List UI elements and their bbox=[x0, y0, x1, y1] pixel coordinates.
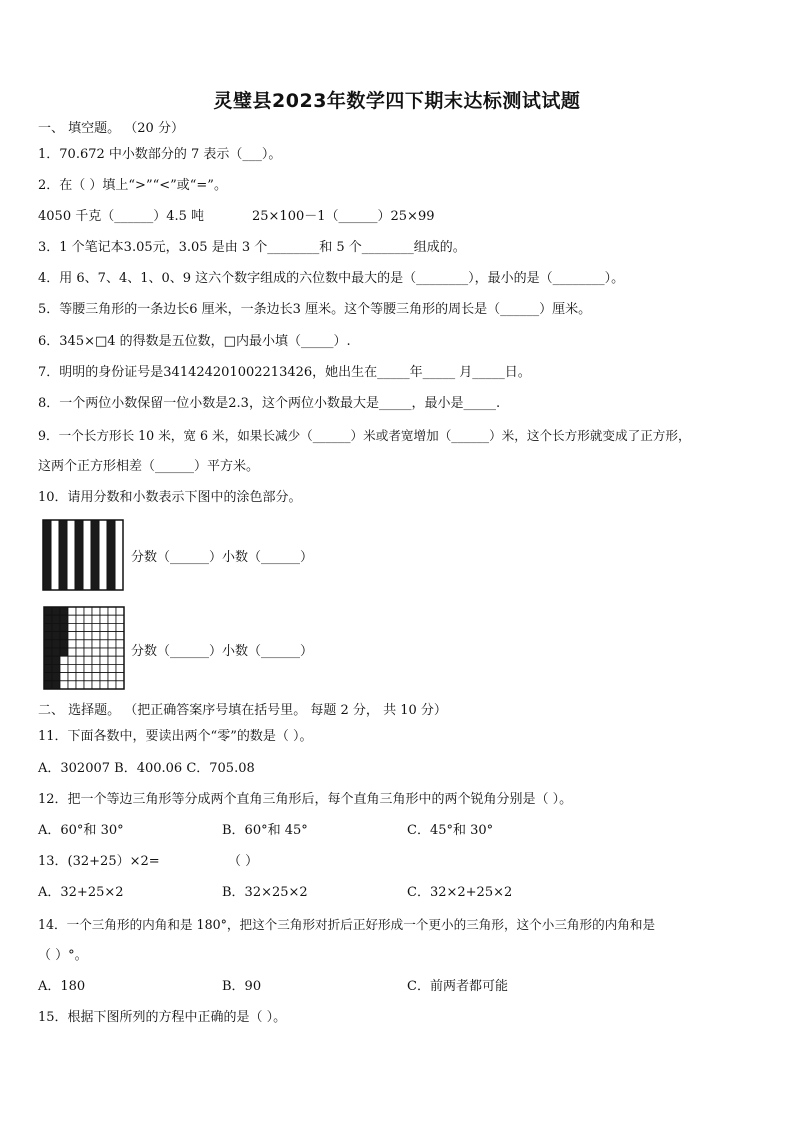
question-9-line-1: 9．一个长方形长 10 米，宽 6 米，如果长减少（______）米或者宽增加（______）米，这个长方形就变成了正方形， bbox=[38, 428, 691, 443]
question-2-row-left: 4050 千克（______）4.5 吨 bbox=[38, 209, 205, 224]
grid-cell bbox=[84, 632, 92, 640]
grid-cell bbox=[108, 623, 116, 631]
section-1-header: 一、 填空题。 （20 分） bbox=[38, 121, 184, 136]
grid-cell bbox=[68, 656, 76, 664]
question-14-option-c: C．前两者都可能 bbox=[407, 979, 508, 994]
grid-cell bbox=[92, 656, 100, 664]
grid-cell-shaded bbox=[44, 615, 52, 623]
grid-cell bbox=[84, 656, 92, 664]
grid-cell bbox=[100, 623, 108, 631]
question-10: 10．请用分数和小数表示下图中的涂色部分。 bbox=[38, 490, 302, 505]
grid-cell bbox=[60, 656, 68, 664]
grid-cell bbox=[92, 664, 100, 672]
question-12-option-a: A．60°和 30° bbox=[38, 823, 124, 838]
grid-cell bbox=[116, 656, 124, 664]
grid-cell bbox=[76, 656, 84, 664]
grid-cell bbox=[92, 623, 100, 631]
grid-cell-shaded bbox=[60, 640, 68, 648]
figure-2-answer-label: 分数（______）小数（______） bbox=[131, 644, 314, 659]
stripe-blank bbox=[99, 520, 107, 590]
grid-cell-shaded bbox=[60, 615, 68, 623]
question-13-answer-paren: （ ） bbox=[228, 854, 259, 869]
grid-cell bbox=[84, 673, 92, 681]
grid-cell bbox=[100, 656, 108, 664]
question-6: 6．345×□4 的得数是五位数，□内最小填（_____）. bbox=[38, 334, 351, 349]
question-3: 3．1 个笔记本3.05元，3.05 是由 3 个________和 5 个________组成的。 bbox=[38, 240, 466, 255]
grid-cell-shaded bbox=[52, 673, 60, 681]
grid-cell bbox=[92, 681, 100, 689]
grid-cell-shaded bbox=[44, 632, 52, 640]
grid-cell bbox=[68, 623, 76, 631]
grid-cell bbox=[108, 640, 116, 648]
question-9-line-2: 这两个正方形相差（______）平方米。 bbox=[38, 459, 260, 474]
grid-cell bbox=[60, 664, 68, 672]
grid-cell bbox=[76, 640, 84, 648]
grid-cell bbox=[76, 632, 84, 640]
grid-cell bbox=[84, 648, 92, 656]
grid-cell bbox=[68, 615, 76, 623]
grid-cell bbox=[100, 615, 108, 623]
question-8: 8．一个两位小数保留一位小数是2.3，这个两位小数最大是_____，最小是_____. bbox=[38, 396, 501, 411]
grid-cell bbox=[116, 681, 124, 689]
question-14-option-a: A．180 bbox=[38, 979, 86, 994]
question-7: 7．明明的身份证号是341424201002213426，她出生在_____年_____ 月_____日。 bbox=[38, 365, 531, 380]
question-15: 15．根据下图所列的方程中正确的是（ ）。 bbox=[38, 1010, 287, 1025]
grid-cell bbox=[68, 648, 76, 656]
grid-cell bbox=[116, 607, 124, 615]
question-13: 13．(32+25）×2= bbox=[38, 854, 160, 869]
grid-cell bbox=[100, 673, 108, 681]
stripe-blank bbox=[115, 520, 123, 590]
grid-cell bbox=[84, 681, 92, 689]
grid-cell bbox=[84, 664, 92, 672]
question-12-option-b: B．60°和 45° bbox=[222, 823, 308, 838]
grid-cell bbox=[84, 623, 92, 631]
grid-cell bbox=[108, 607, 116, 615]
grid-cell bbox=[76, 623, 84, 631]
grid-cell-shaded bbox=[44, 656, 52, 664]
grid-cell bbox=[76, 664, 84, 672]
grid-cell bbox=[116, 673, 124, 681]
stripe-shaded bbox=[43, 520, 51, 590]
grid-cell bbox=[100, 632, 108, 640]
figure-1-answer-label: 分数（______）小数（______） bbox=[131, 550, 314, 565]
grid-cell bbox=[84, 640, 92, 648]
question-2: 2．在（ ）填上“>”“<”或“=”。 bbox=[38, 178, 227, 193]
grid-cell bbox=[108, 656, 116, 664]
question-14-line-1: 14．一个三角形的内角和是 180°，把这个三角形对折后正好形成一个更小的三角形，这个小三角形的内角和是 bbox=[38, 917, 656, 932]
grid-cell-shaded bbox=[44, 673, 52, 681]
grid-cell-shaded bbox=[52, 615, 60, 623]
question-14-line-2: （ ）°。 bbox=[38, 948, 88, 963]
grid-cell bbox=[68, 640, 76, 648]
stripe-blank bbox=[51, 520, 59, 590]
grid-cell-shaded bbox=[52, 648, 60, 656]
grid-cell bbox=[68, 673, 76, 681]
grid-cell bbox=[108, 632, 116, 640]
question-12: 12．把一个等边三角形等分成两个直角三角形后，每个直角三角形中的两个锐角分别是（ ）。 bbox=[38, 792, 573, 807]
stripe-blank bbox=[83, 520, 91, 590]
grid-cell bbox=[92, 632, 100, 640]
stripe-shaded bbox=[91, 520, 99, 590]
grid-cell-shaded bbox=[52, 640, 60, 648]
grid-cell bbox=[100, 640, 108, 648]
question-11: 11．下面各数中，要读出两个“零”的数是（ ）。 bbox=[38, 729, 313, 744]
stripe-shaded bbox=[75, 520, 83, 590]
grid-cell bbox=[108, 664, 116, 672]
question-1: 1．70.672 中小数部分的 7 表示（___）。 bbox=[38, 147, 282, 162]
grid-cell bbox=[76, 673, 84, 681]
grid-cell bbox=[68, 664, 76, 672]
grid-cell-shaded bbox=[60, 632, 68, 640]
grid-cell bbox=[76, 681, 84, 689]
grid-cell bbox=[68, 632, 76, 640]
grid-cell bbox=[116, 632, 124, 640]
question-13-option-c: C．32×2+25×2 bbox=[407, 885, 513, 900]
question-5: 5．等腰三角形的一条边长6 厘米，一条边长3 厘米。这个等腰三角形的周长是（______）厘米。 bbox=[38, 302, 592, 317]
grid-cell bbox=[92, 615, 100, 623]
grid-cell bbox=[100, 664, 108, 672]
grid-cell-shaded bbox=[52, 623, 60, 631]
grid-cell bbox=[92, 648, 100, 656]
section-2-header: 二、 选择题。 （把正确答案序号填在括号里。 每题 2 分， 共 10 分） bbox=[38, 703, 447, 718]
stripe-shaded bbox=[59, 520, 67, 590]
grid-cell-shaded bbox=[52, 607, 60, 615]
question-13-option-a: A．32+25×2 bbox=[38, 885, 124, 900]
grid-cell bbox=[116, 640, 124, 648]
grid-cell bbox=[76, 615, 84, 623]
question-11-options: A．302007 B．400.06 C．705.08 bbox=[38, 761, 255, 776]
grid-cell bbox=[116, 664, 124, 672]
stripe-blank bbox=[67, 520, 75, 590]
grid-cell-shaded bbox=[52, 681, 60, 689]
question-12-option-c: C．45°和 30° bbox=[407, 823, 494, 838]
grid-cell-shaded bbox=[60, 607, 68, 615]
grid-cell-shaded bbox=[44, 681, 52, 689]
grid-cell-shaded bbox=[52, 664, 60, 672]
grid-cell-shaded bbox=[44, 607, 52, 615]
grid-cell bbox=[108, 615, 116, 623]
grid-cell bbox=[68, 607, 76, 615]
grid-cell bbox=[60, 673, 68, 681]
page-title: 灵璧县2023年数学四下期末达标测试试题 bbox=[213, 90, 581, 112]
grid-cell bbox=[92, 673, 100, 681]
grid-cell bbox=[100, 681, 108, 689]
grid-cell bbox=[108, 673, 116, 681]
grid-cell bbox=[100, 648, 108, 656]
grid-cell bbox=[108, 681, 116, 689]
question-13-option-b: B．32×25×2 bbox=[222, 885, 308, 900]
grid-cell-shaded bbox=[44, 623, 52, 631]
grid-cell bbox=[76, 607, 84, 615]
grid-cell bbox=[116, 615, 124, 623]
grid-cell-shaded bbox=[44, 648, 52, 656]
question-2-row-right: 25×100－1（______）25×99 bbox=[252, 209, 435, 224]
grid-cell bbox=[116, 648, 124, 656]
grid-cell-shaded bbox=[60, 648, 68, 656]
grid-cell-shaded bbox=[60, 623, 68, 631]
grid-cell bbox=[108, 648, 116, 656]
grid-cell-shaded bbox=[44, 664, 52, 672]
question-14-option-b: B．90 bbox=[222, 979, 262, 994]
grid-cell bbox=[84, 607, 92, 615]
grid-cell-shaded bbox=[52, 656, 60, 664]
grid-cell bbox=[92, 640, 100, 648]
grid-cell bbox=[84, 615, 92, 623]
grid-cell bbox=[92, 607, 100, 615]
grid-cell bbox=[76, 648, 84, 656]
grid-cell bbox=[60, 681, 68, 689]
grid-cell-shaded bbox=[44, 640, 52, 648]
question-4: 4．用 6、7、4、1、0、9 这六个数字组成的六位数中最大的是（________），最小的是（________）。 bbox=[38, 271, 625, 286]
grid-figure bbox=[43, 606, 125, 690]
stripe-shaded bbox=[107, 520, 115, 590]
grid-cell bbox=[100, 607, 108, 615]
grid-cell-shaded bbox=[52, 632, 60, 640]
stripes-figure bbox=[42, 519, 124, 591]
grid-cell bbox=[68, 681, 76, 689]
grid-cell bbox=[116, 623, 124, 631]
